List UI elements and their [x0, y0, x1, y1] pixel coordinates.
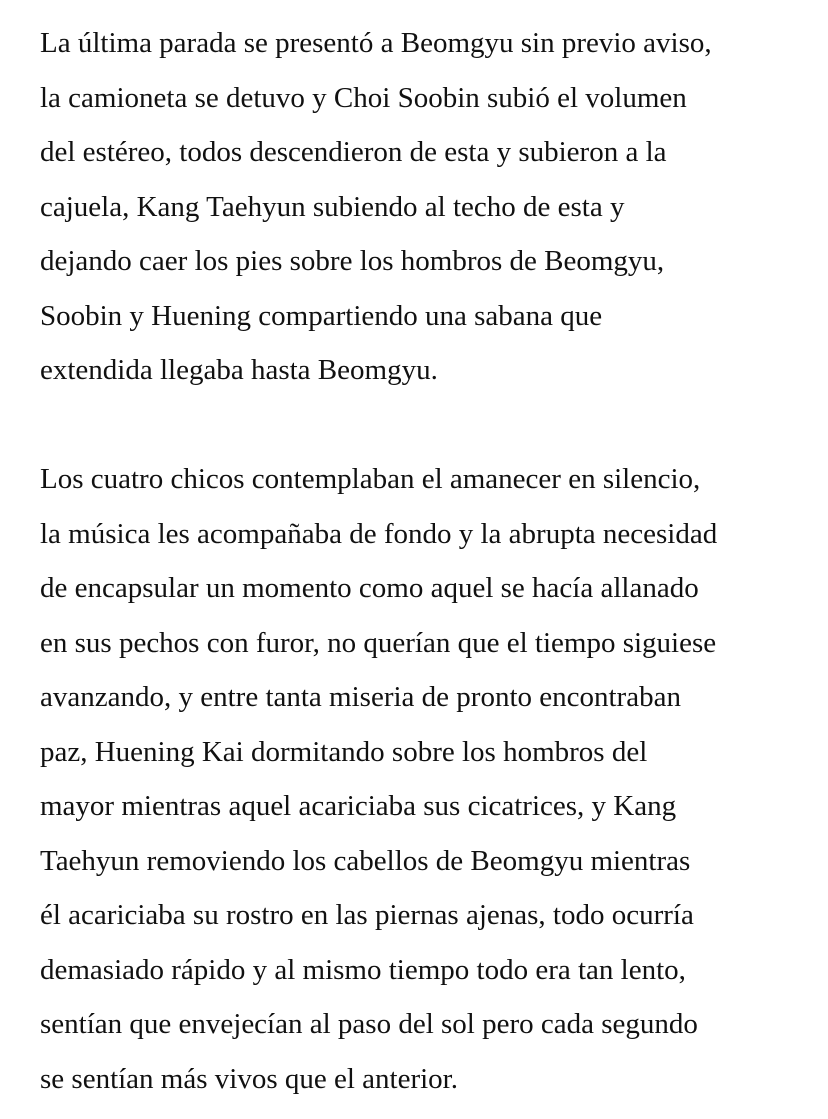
text-line: dejando caer los pies sobre los hombros de Beomgyu,: [40, 245, 665, 277]
text-line: se sentían más vivos que el anterior.: [40, 1062, 458, 1095]
text-line: La última parada se presentó a Beomgyu sin previo aviso,: [40, 27, 712, 59]
text-line: Los cuatro chicos contemplaban el amanecer en silencio,: [40, 463, 701, 495]
text-line: él acariciaba su rostro en las piernas ajenas, todo ocurría: [40, 899, 694, 931]
text-line: cajuela, Kang Taehyun subiendo al techo de esta y: [40, 190, 625, 223]
paragraph-2: [40, 452, 820, 1106]
text-line: la música les acompañaba de fondo y la abrupta necesidad: [40, 517, 718, 550]
text-line: del estéreo, todos descendieron de esta y subieron a la: [40, 136, 667, 168]
text-line: Taehyun removiendo los cabellos de Beomgyu mientras: [40, 844, 691, 877]
text-line: Soobin y Huening compartiendo una sabana que: [40, 299, 603, 332]
text-line: mayor mientras aquel acariciaba sus cicatrices, y Kang: [40, 790, 677, 822]
text-line: paz, Huening Kai dormitando sobre los hombros del: [40, 735, 648, 768]
text-line: de encapsular un momento como aquel se hacía allanado: [40, 572, 699, 604]
text-line: avanzando, y entre tanta miseria de pronto encontraban: [40, 681, 681, 713]
paragraph-1: [40, 16, 820, 398]
text-line: sentían que envejecían al paso del sol pero cada segundo: [40, 1008, 698, 1040]
text-line: extendida llegaba hasta Beomgyu.: [40, 354, 438, 386]
text-line: la camioneta se detuvo y Choi Soobin subió el volumen: [40, 81, 687, 114]
text-line: en sus pechos con furor, no querían que el tiempo siguiese: [40, 626, 717, 659]
text-line: demasiado rápido y al mismo tiempo todo era tan lento,: [40, 953, 686, 986]
